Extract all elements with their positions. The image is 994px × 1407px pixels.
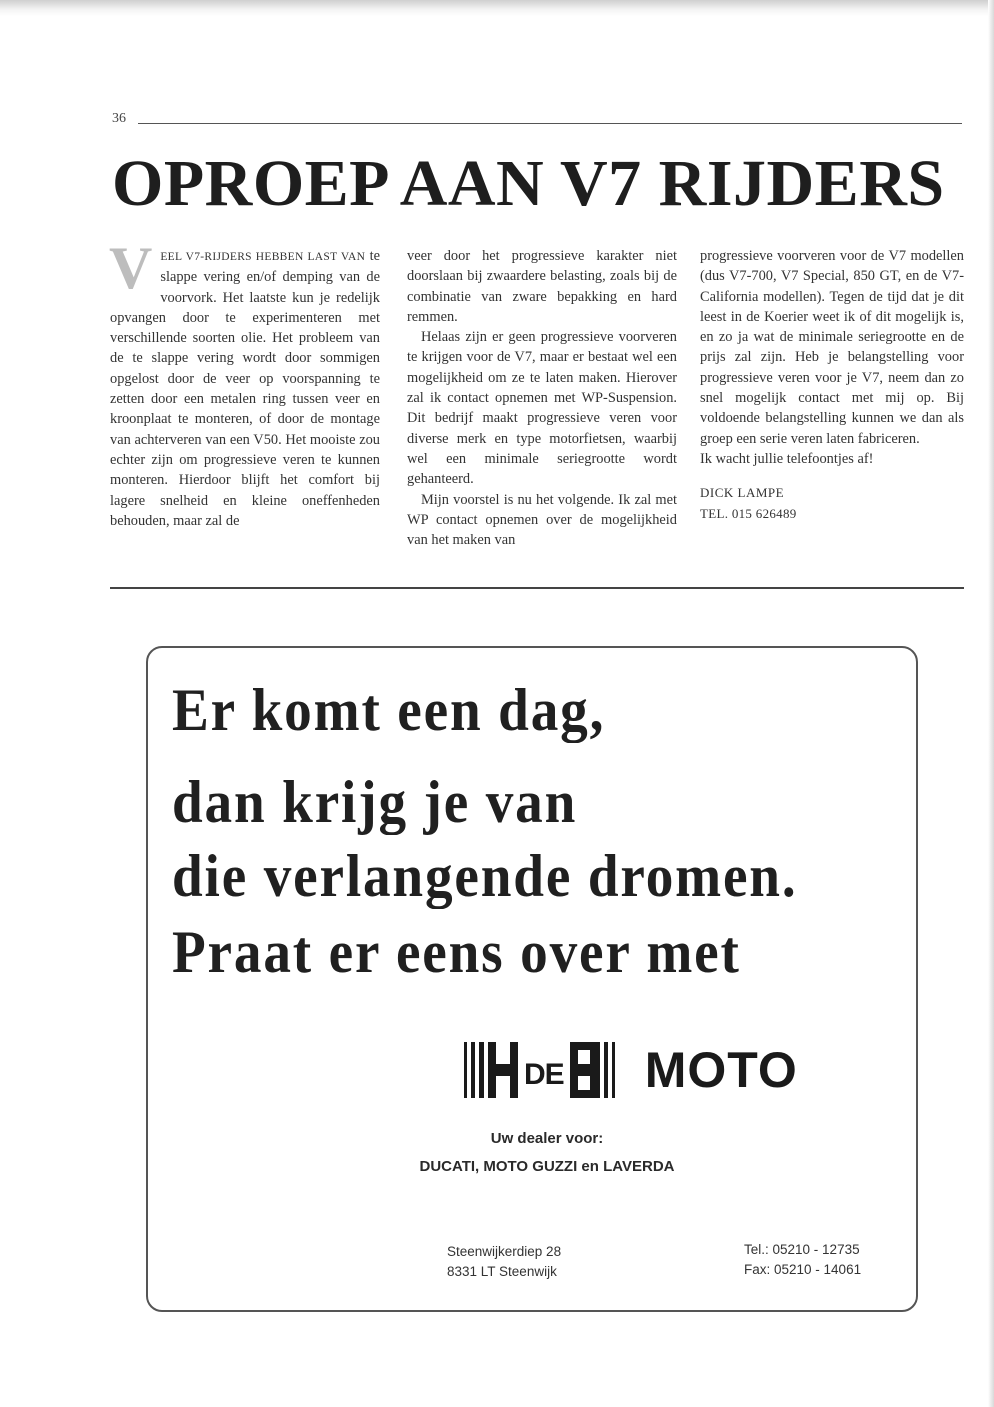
article-title: OPROEP AAN V7 RIJDERS	[112, 147, 945, 220]
author-phone: TEL. 015 626489	[700, 505, 797, 521]
logo-letters-de: DE	[524, 1058, 564, 1091]
logo-stripe	[604, 1042, 608, 1098]
ad-headline-line-1: Er komt een dag,	[172, 677, 606, 743]
article-column-2	[407, 246, 677, 550]
paragraph-3-continued: progressieve voorveren voor de V7 modellen (dus V7-700, V7 Special, 850 GT, en de V7-California modellen). Tegen de tijd dat je dit leest in de Koerier weet ik of dit mogelijk is, en zo ja wat de minimale seriegrootte en de prijs zal zijn. Heb je belangstelling voor progressieve veren voor je V7, neem dan zo snel mogelijk contact met mij op. Bij voldoende belangstelling kunnen we dan als groep een serie veren laten fabriceren.	[700, 248, 964, 447]
page-number: 36	[112, 111, 126, 126]
paragraph-2: Helaas zijn er geen progressieve voorveren te krijgen voor de V7, maar er bestaat wel een mogelijkheid om ze te laten maken. Hierover zal ik contact opnemen met WP-Suspension. Dit bedrijf maakt progressieve veren voor diverse merk en type motorfietsen, waarbij wel een minimale seriegrootte wordt gehanteerd.	[407, 329, 677, 488]
logo-stripe	[612, 1042, 615, 1098]
scan-right-edge	[988, 0, 994, 1407]
logo-stripe	[479, 1042, 484, 1098]
dealer-label: Uw dealer voor:	[490, 1130, 604, 1147]
article-column-3	[700, 246, 964, 524]
author-name: DICK LAMPE	[700, 485, 785, 501]
logo-letter-h	[488, 1042, 518, 1098]
article-column-1	[109, 235, 381, 531]
dealer-tel: Tel.: 05210 - 12735	[744, 1242, 860, 1257]
lead-smallcaps: EEL V7-RIJDERS HEBBEN LAST VAN	[160, 251, 366, 263]
ad-headline-line-2: dan krijg je van	[172, 769, 578, 835]
logo-stripe	[471, 1042, 475, 1098]
ad-headline-line-4: Praat er eens over met	[172, 919, 741, 985]
ad-headline-line-3: die verlangende dromen.	[172, 843, 798, 909]
paragraph-3-start: Mijn voorstel is nu het volgende. Ik zal met WP contact opnemen over de mogelijkheid van het maken van	[407, 491, 677, 549]
dealer-fax: Fax: 05210 - 14061	[744, 1262, 862, 1277]
paragraph-4: Ik wacht jullie telefoontjes af!	[700, 450, 874, 467]
paragraph-1-text: te slappe vering en/of demping van de voorvork. Het laatste kun je redelijk opvangen door te experimenteren met verschillende soorten olie. Het probleem van de te slappe vering wordt door sommigen opgelost door de veer op voorspanning te zetten door een metalen ring tussen veer en kroonplaat te monteren, of door de montage van achterveren van een V50. Het mooiste zou echter zijn om progressieve veren te kunnen monteren. Hierdoor blijft het comfort bij lagere snelheid en kleine oneffenheden behouden, maar zal de	[110, 248, 381, 529]
paragraph-1	[109, 235, 381, 531]
dealer-brands: DUCATI, MOTO GUZZI en LAVERDA	[419, 1158, 675, 1175]
dealer-address	[447, 1242, 561, 1282]
scan-top-shadow	[0, 0, 994, 16]
section-divider	[110, 587, 964, 589]
dealer-contact	[744, 1240, 861, 1280]
address-street: Steenwijkerdiep 28	[447, 1244, 562, 1259]
logo-moto-text: MOTO	[644, 1042, 798, 1098]
address-city: 8331 LT Steenwijk	[447, 1264, 557, 1279]
logo-letter-b	[570, 1042, 600, 1098]
paragraph-1-continued: veer door het progressieve karakter niet doorslaan bij zwaardere belasting, zoals bij de combinatie van zware bepakking en hard remmen.	[407, 248, 677, 325]
header-rule	[138, 123, 962, 124]
logo-mark	[464, 1042, 615, 1098]
drop-cap: V	[109, 235, 153, 301]
hdeb-moto-logo	[464, 1040, 864, 1100]
logo-stripe	[464, 1042, 467, 1098]
